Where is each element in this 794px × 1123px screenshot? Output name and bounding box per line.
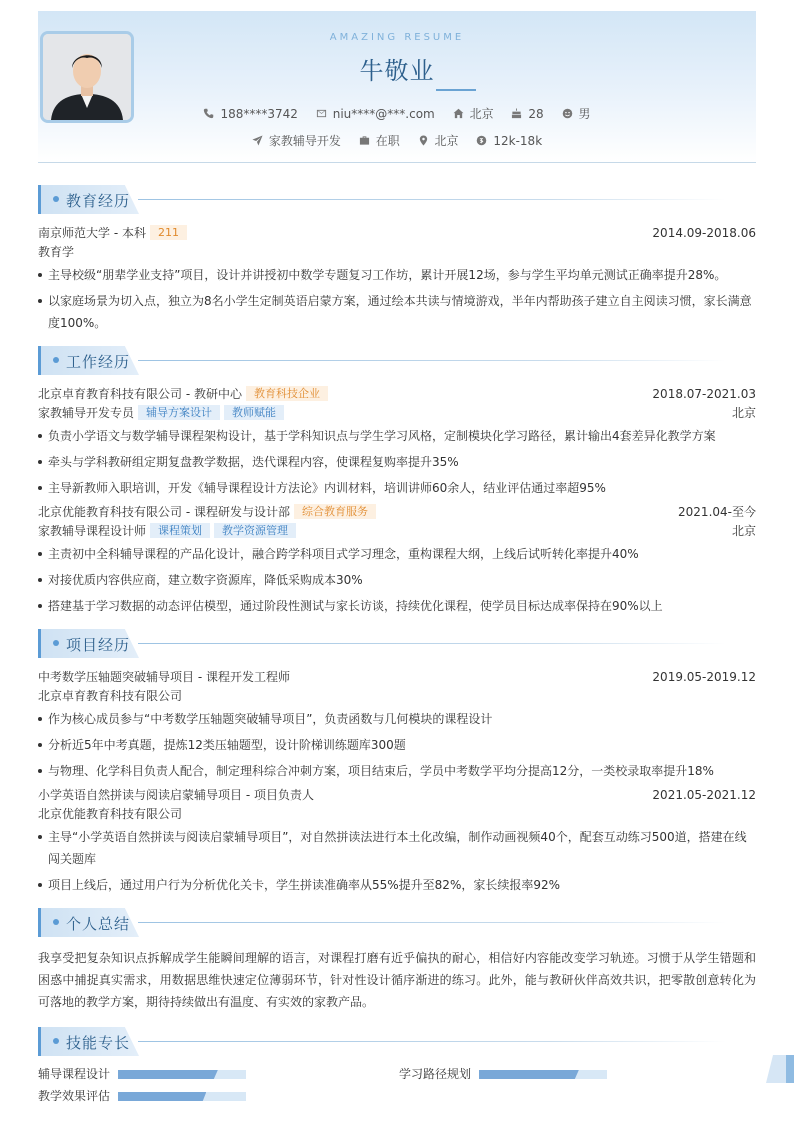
company-row <box>38 385 756 404</box>
section-title: 技能专长 <box>66 1034 131 1052</box>
summary-section <box>38 908 756 1013</box>
briefcase-icon <box>359 135 370 146</box>
target-city-info <box>418 132 459 149</box>
section-divider <box>138 922 726 923</box>
skills-list <box>38 1057 756 1109</box>
send-icon <box>252 135 263 146</box>
section-dot-icon <box>53 357 59 363</box>
list-item: 主导新教师入职培训，开发《辅导课程设计方法论》内训材料，培训讲师60余人，结业评估通过率超95% <box>38 477 756 499</box>
company-row <box>38 503 756 522</box>
role-tag: 辅导方案设计 <box>138 405 220 420</box>
job-intent-row <box>38 132 756 149</box>
project-dates: 2019.05-2019.12 <box>652 670 756 684</box>
skill-item <box>38 1065 110 1084</box>
section-divider <box>138 360 726 361</box>
gender-text: 男 <box>578 107 591 121</box>
section-title: 工作经历 <box>66 353 131 371</box>
list-item: 主责初中全科辅导课程的产品化设计，融合跨学科项目式学习理念，重构课程大纲，上线后试听转化率提升40% <box>38 543 756 565</box>
candidate-name: 牛敬业 <box>359 57 435 85</box>
role-tag: 课程策划 <box>150 523 210 538</box>
section-dot-icon <box>53 196 59 202</box>
job-status-text: 在职 <box>375 134 400 148</box>
education-section <box>38 185 756 334</box>
skill-fill <box>118 1070 218 1079</box>
section-header <box>38 1027 756 1057</box>
age-text: 28 <box>528 107 544 121</box>
phone-icon <box>203 108 214 119</box>
role-name: 家教辅导课程设计师 <box>38 524 147 538</box>
gender-info <box>562 105 591 122</box>
project-entry <box>38 786 756 896</box>
skill-item <box>399 1065 471 1084</box>
work-city: 北京 <box>731 406 756 420</box>
work-section <box>38 346 756 617</box>
salary-text: 12k-18k <box>493 134 543 148</box>
summary-text: 我享受把复杂知识点拆解成学生能瞬间理解的语言，对课程打磨有近乎偏执的耐心，相信好内容能改变学习轨迹。习惯于从学生错题和困惑中捕捉真实需求，用数据思维快速定位薄弱环节，针对性设计循序渐进的练习。此外，能与教研伙伴高效共识，把零散创意转化为可落地的教学方案，期待持续做出有温度、有实效的家教产品。 <box>38 951 756 1009</box>
role-name: 家教辅导开发专员 <box>38 406 135 420</box>
target-position-text: 家教辅导开发 <box>268 134 341 148</box>
work-bullets <box>38 543 756 617</box>
cake-icon <box>511 108 522 119</box>
resume-page <box>38 11 756 1109</box>
salary-info <box>476 134 542 148</box>
skill-bar <box>118 1092 246 1101</box>
school-name: 南京师范大学 - 本科 <box>38 226 146 240</box>
gender-icon <box>562 108 573 119</box>
project-bullets <box>38 708 756 782</box>
education-dates: 2014.09-2018.06 <box>652 226 756 240</box>
name-underline <box>436 89 476 91</box>
work-entry <box>38 385 756 499</box>
education-bullets <box>38 264 756 334</box>
list-item: 牵头与学科教研组定期复盘教学数据，迭代课程内容，使课程复购率提升35% <box>38 451 756 473</box>
section-header <box>38 185 756 215</box>
residence-text: 北京 <box>469 107 494 121</box>
role-tag: 教学资源管理 <box>214 523 296 538</box>
section-dot-icon <box>53 919 59 925</box>
list-item: 作为核心成员参与“中考数学压轴题突破辅导项目”，负责函数与几何模块的课程设计 <box>38 708 756 730</box>
company-tag: 教育科技企业 <box>246 386 328 401</box>
corner-decoration <box>766 1055 794 1083</box>
skill-fill <box>479 1070 579 1079</box>
company-name: 北京卓育教育科技有限公司 - 教研中心 <box>38 387 242 401</box>
list-item: 项目上线后，通过用户行为分析优化关卡，学生拼读准确率从55%提升至82%，家长续报率92% <box>38 874 756 896</box>
list-item: 搭建基于学习数据的动态评估模型，通过阶段性测试与家长访谈，持续优化课程，使学员目标达成率保持在90%以上 <box>38 595 756 617</box>
list-item: 负责小学语文与数学辅导课程架构设计，基于学科知识点与学生学习风格，定制模块化学习路径，累计输出4套差异化教学方案 <box>38 425 756 447</box>
resume-header <box>38 11 756 163</box>
section-header <box>38 346 756 376</box>
resume-eyebrow: AMAZING RESUME <box>329 32 465 43</box>
role-tag: 教师赋能 <box>224 405 284 420</box>
project-org: 北京优能教育科技有限公司 <box>38 807 183 821</box>
skill-name: 辅导课程设计 <box>38 1067 111 1081</box>
skill-item <box>38 1087 110 1106</box>
project-name: 小学英语自然拼读与阅读启蒙辅导项目 - 项目负责人 <box>38 788 314 802</box>
skill-name: 教学效果评估 <box>38 1089 111 1103</box>
section-divider <box>138 199 726 200</box>
projects-section <box>38 629 756 896</box>
section-divider <box>138 643 726 644</box>
project-org-row <box>38 687 756 706</box>
email-info <box>316 107 435 121</box>
list-item: 分析近5年中考真题，提炼12类压轴题型，设计阶梯训练题库300题 <box>38 734 756 756</box>
list-item: 以家庭场景为切入点，独立为8名小学生定制英语启蒙方案，通过绘本共读与情境游戏，半年内帮助孩子建立自主阅读习惯，家长满意度100%。 <box>38 290 756 334</box>
mail-icon <box>316 108 327 119</box>
project-dates: 2021.05-2021.12 <box>652 788 756 802</box>
section-dot-icon <box>53 1038 59 1044</box>
work-dates: 2021.04-至今 <box>678 505 756 519</box>
list-item: 主导校级“朋辈学业支持”项目，设计并讲授初中数学专题复习工作坊，累计开展12场，参与学生平均单元测试正确率提升28%。 <box>38 264 756 286</box>
age-info <box>511 107 543 121</box>
skill-name: 学习路径规划 <box>399 1067 472 1081</box>
email-text: niu****@***.com <box>332 107 435 121</box>
skills-section <box>38 1027 756 1109</box>
salary-icon <box>476 135 487 146</box>
project-entry <box>38 668 756 782</box>
work-entry <box>38 503 756 617</box>
project-title-row <box>38 668 756 687</box>
phone-text: 188****3742 <box>220 107 298 121</box>
work-city: 北京 <box>731 524 756 538</box>
location-pin-icon <box>418 135 429 146</box>
section-dot-icon <box>53 640 59 646</box>
skill-bar <box>479 1070 607 1079</box>
skill-fill <box>118 1092 206 1101</box>
role-row <box>38 404 756 423</box>
phone-info <box>203 107 297 121</box>
skill-bar <box>118 1070 246 1079</box>
project-org-row <box>38 805 756 824</box>
section-header <box>38 629 756 659</box>
job-status-info <box>359 132 400 149</box>
project-name: 中考数学压轴题突破辅导项目 - 课程开发工程师 <box>38 670 290 684</box>
work-dates: 2018.07-2021.03 <box>652 387 756 401</box>
company-tag: 综合教育服务 <box>294 504 376 519</box>
company-name: 北京优能教育科技有限公司 - 课程研发与设计部 <box>38 505 290 519</box>
work-bullets <box>38 425 756 499</box>
education-major-row <box>38 243 756 262</box>
major-name: 教育学 <box>38 245 75 259</box>
target-city-text: 北京 <box>434 134 459 148</box>
section-divider <box>138 1041 726 1042</box>
list-item: 对接优质内容供应商，建立数字资源库，降低采购成本30% <box>38 569 756 591</box>
residence-info <box>453 105 494 122</box>
target-position-info <box>252 132 341 149</box>
contact-row <box>38 105 756 122</box>
project-title-row <box>38 786 756 805</box>
project-org: 北京卓育教育科技有限公司 <box>38 689 183 703</box>
school-tag: 211 <box>150 225 187 240</box>
role-row <box>38 522 756 541</box>
list-item: 与物理、化学科目负责人配合，制定理科综合冲刺方案，项目结束后，学员中考数学平均分提高12分，一类校录取率提升18% <box>38 760 756 782</box>
section-header <box>38 908 756 938</box>
section-title: 项目经历 <box>66 636 131 654</box>
section-title: 个人总结 <box>66 915 131 933</box>
education-school-row <box>38 224 756 243</box>
project-bullets <box>38 826 756 896</box>
list-item: 主导“小学英语自然拼读与阅读启蒙辅导项目”，对自然拼读法进行本土化改编，制作动画视频40个，配套互动练习500道，搭建在线闯关题库 <box>38 826 756 870</box>
section-title: 教育经历 <box>66 192 131 210</box>
home-icon <box>453 108 464 119</box>
